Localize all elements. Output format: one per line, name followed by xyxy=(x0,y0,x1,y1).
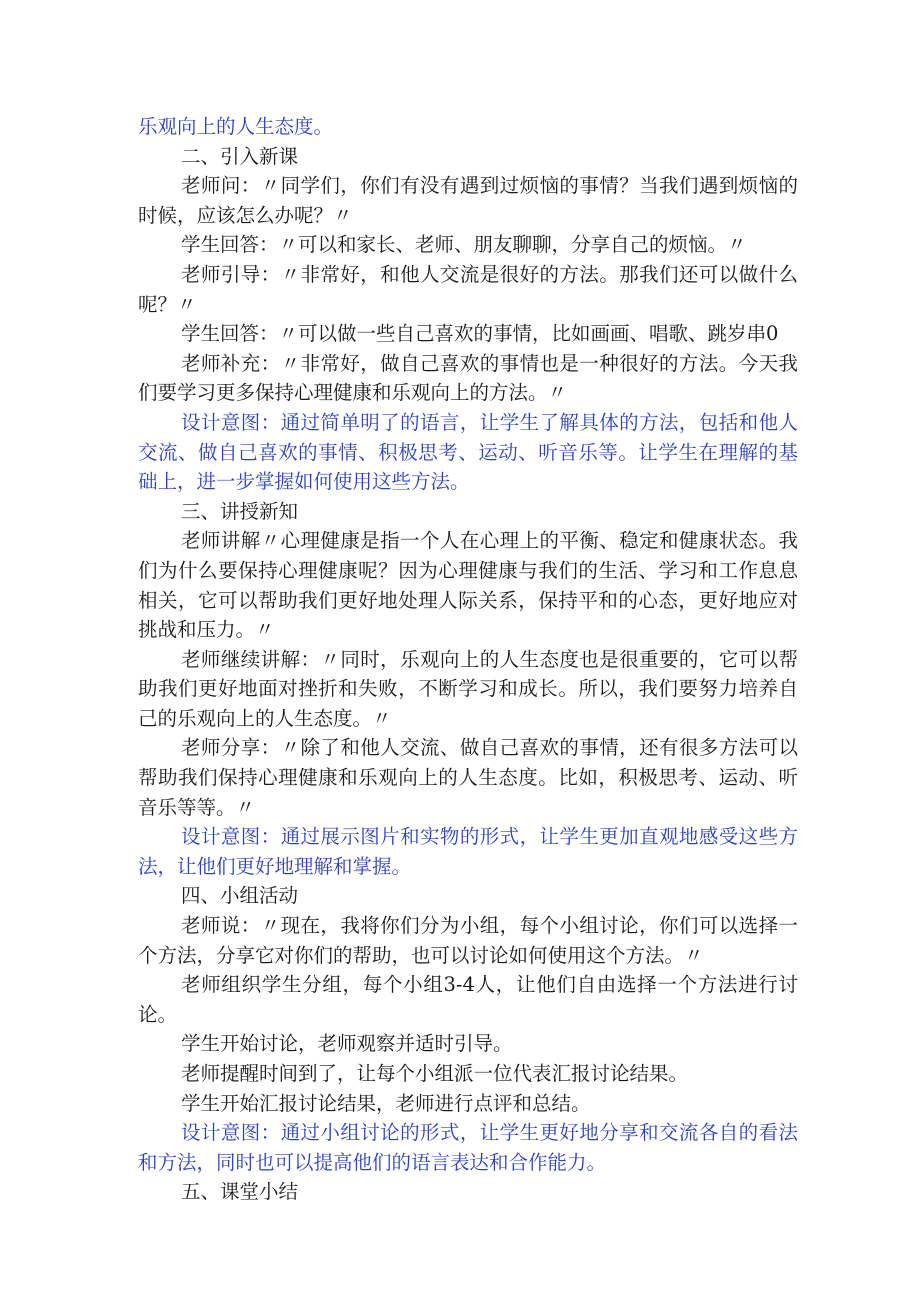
paragraph-design-intent: 设计意图：通过展示图片和实物的形式，让学生更加直观地感受这些方法，让他们更好地理解和掌握。 xyxy=(138,825,798,878)
paragraph-design-intent: 设计意图：通过小组讨论的形式，让学生更好地分享和交流各自的看法和方法，同时也可以提高他们的语言表达和合作能力。 xyxy=(138,1121,798,1174)
section-heading-class-summary: 五、课堂小结 xyxy=(181,1180,299,1204)
paragraph-students-report: 学生开始汇报讨论结果，老师进行点评和总结。 xyxy=(181,1091,591,1115)
section-heading-teach-new-knowledge: 三、讲授新知 xyxy=(181,499,299,523)
section-heading-group-activity: 四、小组活动 xyxy=(181,884,299,908)
paragraph-students-discuss: 学生开始讨论，老师观察并适时引导。 xyxy=(181,1032,513,1056)
paragraph-student-answer: 学生回答：〃可以做一些自己喜欢的事情，比如画画、唱歌、跳岁串0 xyxy=(181,322,779,346)
paragraph-teacher-continue-explain: 老师继续讲解：〃同时，乐观向上的人生态度也是很重要的，它可以帮助我们更好地面对挫折和失败，不断学习和成长。所以，我们要努力培养自己的乐观向上的人生态度。〃 xyxy=(138,647,798,730)
document-body xyxy=(138,112,798,1207)
paragraph-teacher-explain: 老师讲解〃心理健康是指一个人在心理上的平衡、稳定和健康状态。我们为什么要保持心理健康呢？因为心理健康与我们的生活、学习和工作息息相关，它可以帮助我们更好地处理人际关系，保持平和的心态，更好地应对挑战和压力。〃 xyxy=(138,529,798,642)
section-heading-introduce-new-lesson: 二、引入新课 xyxy=(181,144,299,168)
paragraph-teacher-guide: 老师引导：〃非常好，和他人交流是很好的方法。那我们还可以做什么呢？〃 xyxy=(138,262,798,316)
paragraph-teacher-share: 老师分享：〃除了和他人交流、做自己喜欢的事情，还有很多方法可以帮助我们保持心理健康和乐观向上的人生态度。比如，积极思考、运动、听音乐等等。〃 xyxy=(138,736,798,819)
paragraph-design-intent-tail: 乐观向上的人生态度。 xyxy=(138,115,334,138)
paragraph-student-answer: 学生回答：〃可以和家长、老师、朋友聊聊，分享自己的烦恼。〃 xyxy=(181,233,747,257)
paragraph-teacher-says: 老师说：〃现在，我将你们分为小组，每个小组讨论，你们可以选择一个方法，分享它对你们的帮助，也可以讨论如何使用这个方法。〃 xyxy=(138,914,798,967)
paragraph-teacher-remind: 老师提醒时间到了，让每个小组派一位代表汇报讨论结果。 xyxy=(181,1062,689,1085)
paragraph-teacher-question: 老师问：〃同学们，你们有没有遇到过烦恼的事情？当我们遇到烦恼的时候，应该怎么办呢？〃 xyxy=(138,174,798,227)
paragraph-design-intent: 设计意图：通过简单明了的语言，让学生了解具体的方法，包括和他人交流、做自己喜欢的事情、积极思考、运动、听音乐等。让学生在理解的基础上，进一步掌握如何使用这些方法。 xyxy=(138,410,798,494)
paragraph-teacher-supplement: 老师补充：〃非常好，做自己喜欢的事情也是一种很好的方法。今天我们要学习更多保持心理健康和乐观向上的方法。〃 xyxy=(138,351,798,405)
paragraph-teacher-organize: 老师组织学生分组，每个小组3-4人，让他们自由选择一个方法进行讨论。 xyxy=(138,973,798,1026)
